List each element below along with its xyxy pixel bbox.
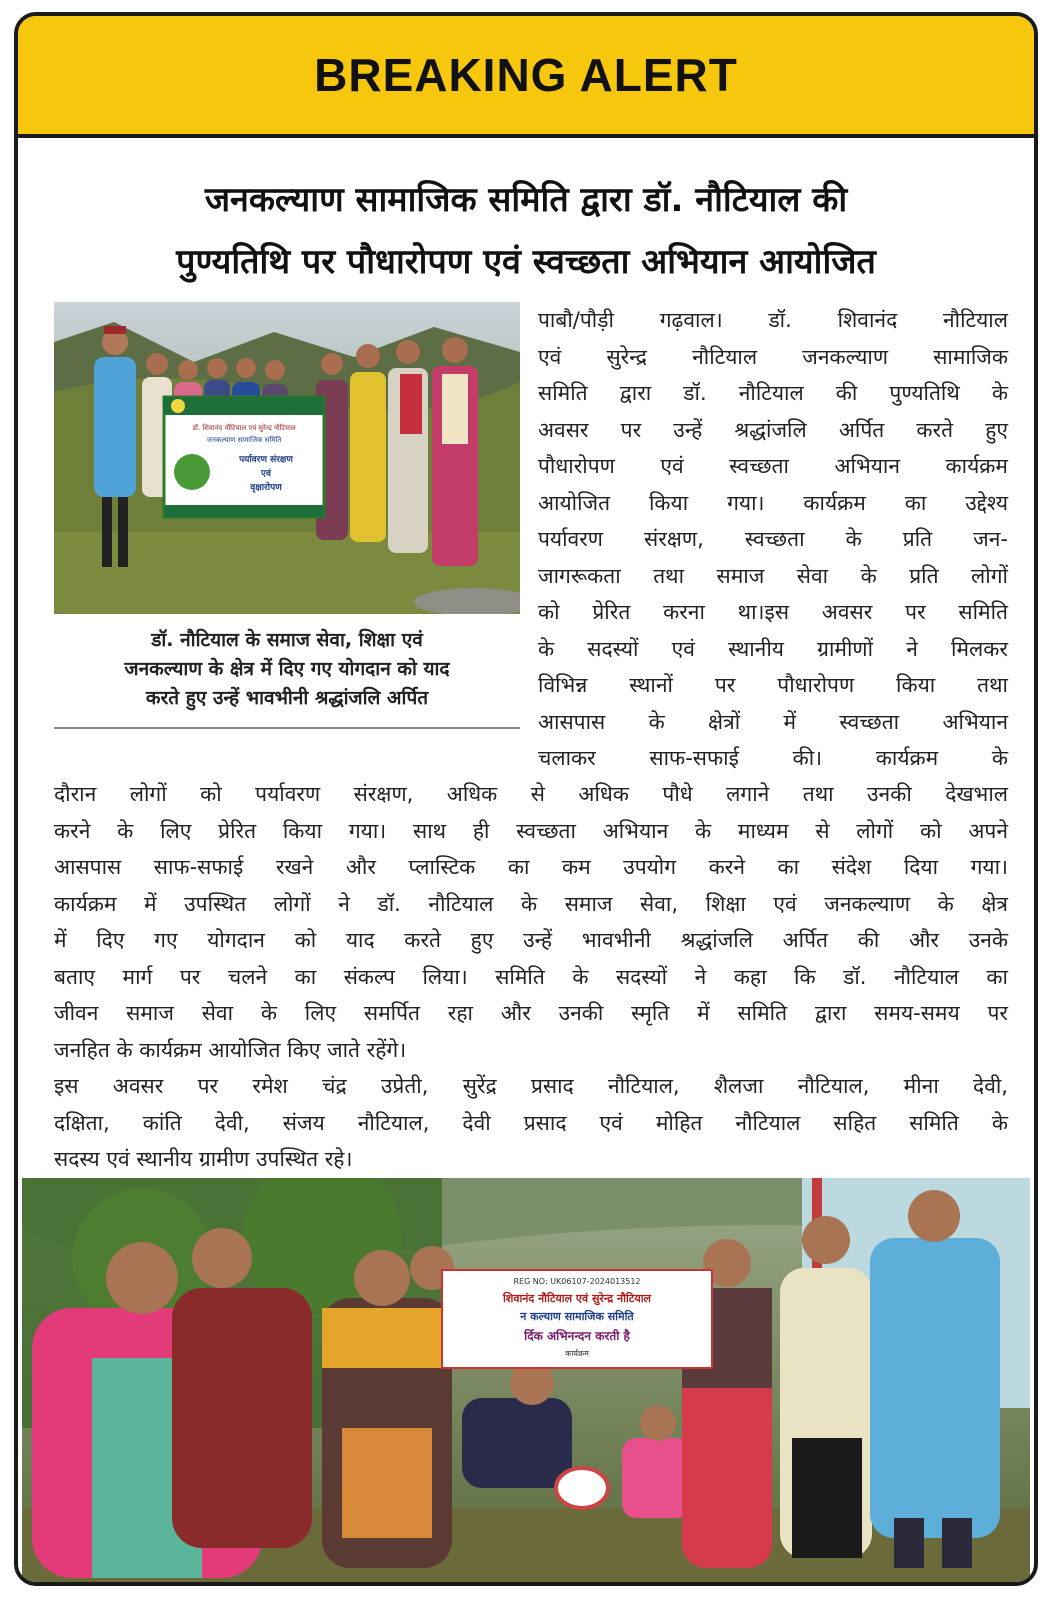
article-line: बताए मार्ग पर चलने का संकल्प लिया। समिति के सदस्यों ने कहा कि डॉ. नौटियाल का — [54, 964, 1008, 989]
article-right-column — [538, 302, 1008, 777]
article-line: जीवन समाज सेवा के लिए समर्पित रहा और उनकी स्मृति में समिति द्वारा समय-समय पर — [54, 1001, 1008, 1025]
svg-text:शिवानंद नौटियाल एवं सुरेन्द्र: शिवानंद नौटियाल एवं सुरेन्द्र नौटियाल — [503, 1292, 651, 1305]
svg-text:जनकल्याण सामाजिक समिति: जनकल्याण सामाजिक समिति — [206, 436, 282, 444]
article-line: दौरान लोगों को पर्यावरण संरक्षण, अधिक से अधिक पौधे लगाने तथा उनकी देखभाल — [54, 782, 1008, 806]
article-line: आसपास के क्षेत्रों में स्वच्छता अभियान — [538, 709, 1008, 734]
article-line: इस अवसर पर रमेश चंद्र उप्रेती, सुरेंद्र प्रसाद नौटियाल, शैलजा नौटियाल, मीना देवी, — [54, 1074, 1008, 1098]
article-line: कार्यक्रम में उपस्थित लोगों ने डॉ. नौटियाल के समाज सेवा, शिक्षा एवं जनकल्याण के क्षेत्र — [54, 891, 1008, 916]
banner-title: BREAKING ALERT — [314, 49, 738, 101]
article-line: में दिए गए योगदान को याद करते हुए उन्हें भावभीनी श्रद्धांजलि अर्पित की और उनके — [54, 928, 1008, 952]
article-line: करने के लिए प्रेरित किया गया। साथ ही स्वच्छता अभियान के माध्यम से लोगों को अपने — [54, 818, 1008, 843]
article-line: जागरूकता तथा समाज सेवा के प्रति लोगों — [538, 563, 1008, 588]
svg-text:वृक्षारोपण: वृक्षारोपण — [250, 483, 282, 493]
article-line: दक्षिता, कांति देवी, संजय नौटियाल, देवी प्रसाद एवं मोहित नौटियाल सहित समिति के — [54, 1110, 1008, 1135]
headline-line-1: जनकल्याण सामाजिक समिति द्वारा डॉ. नौटियाल की — [204, 180, 848, 220]
article-line: पौधारोपण एवं स्वच्छता अभियान कार्यक्रम — [538, 454, 1008, 478]
headline-line-2: पुण्यतिथि पर पौधारोपण एवं स्वच्छता अभियान आयोजित — [176, 242, 876, 282]
svg-text:डॉ. शिवानंद नौटियाल एवं सुरेन्: डॉ. शिवानंद नौटियाल एवं सुरेन्द्र नौटियाल — [192, 424, 296, 432]
article-line: आयोजित किया गया। कार्यक्रम का उद्देश्य — [538, 490, 1008, 515]
article-line: एवं सुरेन्द्र नौटियाल जनकल्याण सामाजिक — [538, 344, 1008, 369]
caption-line-2: जनकल्याण के क्षेत्र में दिए गए योगदान को याद — [124, 658, 450, 680]
event-photo-felicitation — [22, 1178, 1030, 1582]
photo-caption — [54, 626, 520, 713]
event-photo-plantation — [54, 302, 520, 614]
article-line: पाबौ/पौड़ी गढ़वाल। डॉ. शिवानंद नौटियाल — [538, 308, 1008, 332]
news-card — [14, 12, 1038, 1586]
svg-text:कार्यक्रम: कार्यक्रम — [565, 1349, 589, 1358]
article-line: सदस्य एवं स्थानीय ग्रामीण उपस्थित रहे। — [54, 1147, 353, 1171]
svg-text:REG NO: UK06107-2024013512: REG NO: UK06107-2024013512 — [513, 1277, 641, 1286]
article-line: आसपास साफ-सफाई रखने और प्लास्टिक का कम उपयोग करने का संदेश दिया गया। — [54, 855, 1008, 879]
article-line: पर्यावरण संरक्षण, स्वच्छता के प्रति जन- — [538, 527, 1008, 551]
svg-text:र्दिक अभिनन्दन करती है: र्दिक अभिनन्दन करती है — [524, 1329, 630, 1343]
article-line: के सदस्यों एवं स्थानीय ग्रामीणों ने मिलकर — [538, 636, 1008, 661]
article-line: को प्रेरित करना था।इस अवसर पर समिति — [538, 600, 1008, 624]
svg-text:न कल्याण सामाजिक समिति: न कल्याण सामाजिक समिति — [520, 1310, 634, 1323]
article-line: जनहित के कार्यक्रम आयोजित किए जाते रहेंगे। — [54, 1037, 407, 1062]
svg-text:पर्यावरण संरक्षण: पर्यावरण संरक्षण — [239, 455, 293, 465]
article-line: अवसर पर उन्हें श्रद्धांजलि अर्पित करते हुए — [538, 417, 1008, 442]
event-banner-bottom — [442, 1270, 712, 1368]
svg-text:एवं: एवं — [261, 469, 271, 479]
caption-divider — [54, 727, 520, 729]
breaking-alert-banner — [18, 16, 1034, 138]
article-line: विभिन्न स्थानों पर पौधारोपण किया तथा — [538, 673, 1008, 697]
article-line: चलाकर साफ-सफाई की। कार्यक्रम के — [538, 746, 1008, 770]
article-full-width — [54, 776, 1008, 1178]
event-banner-top — [164, 397, 324, 517]
caption-line-1: डॉ. नौटियाल के समाज सेवा, शिक्षा एवं — [151, 629, 423, 651]
article-line: समिति द्वारा डॉ. नौटियाल की पुण्यतिथि के — [538, 381, 1008, 405]
caption-line-3: करते हुए उन्हें भावभीनी श्रद्धांजलि अर्पित — [145, 687, 429, 709]
